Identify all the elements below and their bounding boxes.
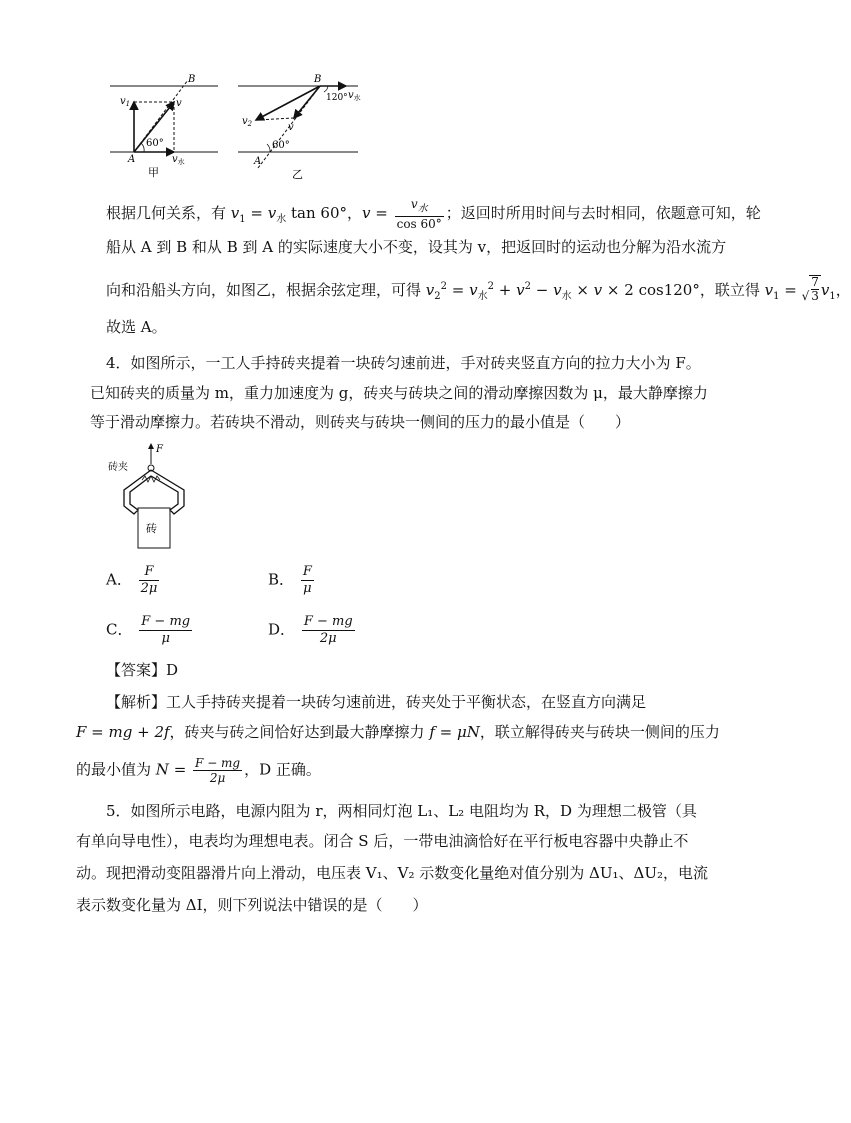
- para1-line3: 向和沿船头方向，如图乙，根据余弦定理，可得 $v_2^2 = v_水^2 + v^2 - v_水 \times v \times 2$ cos120°，联立得 $v_1$ = √ $\frac{7}{3}$ $v_1$，: [106, 275, 851, 303]
- fig-jia-v1: $v_1$: [120, 96, 131, 108]
- fig-jia-v: v: [176, 98, 182, 109]
- fig-yi-A: A: [254, 156, 262, 167]
- q5-line3: 动。现把滑动变阻器滑片向上滑动，电压表 V₁、V₂ 示数变化量绝对值分别为 ΔU₁、ΔU₂，电流: [76, 864, 708, 882]
- option-d[interactable]: D． $\frac{F - mg}{2\mu}$: [268, 614, 353, 646]
- fig-clip-label: 砖夹: [108, 462, 128, 473]
- option-c[interactable]: C． $\frac{F - mg}{\mu}$: [106, 614, 191, 646]
- fig-yi-B: B: [314, 74, 322, 85]
- brick-clamp-figure: [106, 440, 196, 552]
- fig-yi-label: 乙: [292, 168, 303, 181]
- fig-F-label: F: [156, 444, 163, 455]
- q4-line2: 已知砖夹的质量为 m，重力加速度为 g，砖夹与砖块之间的滑动摩擦因数为 μ，最大静摩擦力: [90, 384, 708, 402]
- q4-line1: 4．如图所示，一工人手持砖夹提着一块砖匀速前进，手对砖夹竖直方向的拉力大小为 F。: [106, 354, 701, 372]
- para1-line4: 故选 A。: [106, 318, 167, 336]
- fig-jia-angle: 60°: [146, 138, 164, 149]
- q4-analysis-line1: 【解析】工人手持砖夹提着一块砖匀速前进，砖夹处于平衡状态，在竖直方向满足: [106, 693, 647, 711]
- option-b[interactable]: B． $\frac{F}{\mu}$: [268, 564, 312, 596]
- fig-jia-label: 甲: [148, 166, 159, 179]
- fig-yi-vshui: $v_水$: [348, 90, 361, 102]
- q4-analysis-line3: 的最小值为 N = $\frac{F - mg}{2\mu}$ ，D 正确。: [76, 756, 321, 785]
- fig-yi-angle60: 60°: [272, 140, 290, 151]
- fig-yi-v: v: [288, 122, 294, 133]
- q4-line3: 等于滑动摩擦力。若砖块不滑动，则砖夹与砖块一侧间的压力的最小值是（ ）: [90, 413, 631, 431]
- q5-line4: 表示数变化量为 ΔI，则下列说法中错误的是（ ）: [76, 896, 428, 914]
- q5-line1: 5．如图所示电路，电源内阻为 r，两相同灯泡 L₁、L₂ 电阻均为 R，D 为理想二极管（具: [106, 802, 697, 820]
- q4-answer: 【答案】D: [106, 661, 179, 679]
- fig-yi-v2: $v_2$: [242, 116, 253, 128]
- velocity-diagram: [108, 72, 368, 184]
- q5-line2: 有单向导电性），电表均为理想电表。闭合 S 后，一带电油滴恰好在平行板电容器中央静止不: [76, 832, 689, 850]
- fig-jia-A: A: [128, 154, 136, 165]
- option-a[interactable]: A． $\frac{F}{2\mu}$: [106, 564, 158, 596]
- fig-brick-label: 砖: [146, 522, 157, 535]
- para1-line1: 根据几何关系，有 $v_1 = v_水$ tan 60°，v = $\frac{v_水}{\cos 60^\circ}$ ；返回时所用时间与去时相同，依题意可知，轮: [106, 197, 761, 232]
- para1-line2: 船从 A 到 B 和从 B 到 A 的实际速度大小不变，设其为 v，把返回时的运动也分解为沿水流方: [106, 238, 727, 256]
- fig-jia-vshui: $v_水$: [172, 154, 185, 166]
- fig-yi-angle120: 120°: [326, 93, 348, 103]
- fig-jia-B: B: [188, 74, 196, 85]
- q4-analysis-line2: F = mg + 2f，砖夹与砖之间恰好达到最大静摩擦力 f = μN，联立解得砖夹与砖块一侧间的压力: [76, 723, 720, 741]
